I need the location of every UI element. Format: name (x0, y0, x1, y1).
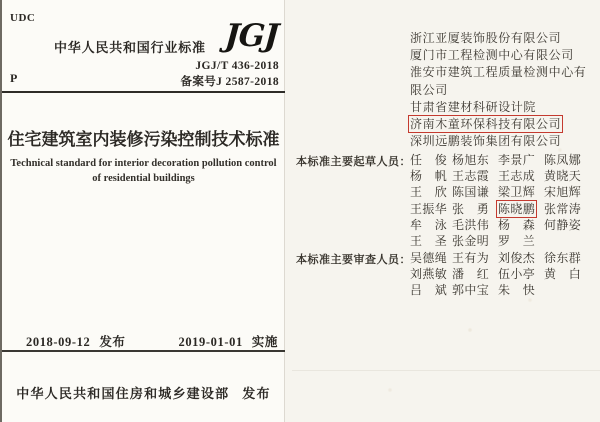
drafters-section-label: 本标准主要起草人员： (296, 156, 411, 168)
drafter-name: 王振华 (410, 201, 448, 216)
standard-number: JGJ/T 436-2018 (195, 60, 279, 72)
drafter-name: 杨旭东 (452, 152, 490, 167)
reviewer-name: 刘俊杰 (498, 250, 536, 265)
drafter-name: 宋旭辉 (544, 185, 582, 200)
reviewer-name: 朱 快 (498, 283, 536, 298)
issue-date-label: 发布 (99, 335, 126, 349)
reviewer-name: 吴德绳 (410, 250, 448, 265)
drafter-name: 何静姿 (544, 217, 582, 232)
p-classification-mark: P (10, 71, 18, 85)
issue-date-group (26, 332, 126, 350)
standard-title-english (2, 157, 285, 186)
drafters-names-grid (410, 151, 584, 249)
implementation-date: 2019-01-01 (178, 335, 243, 349)
drafter-name: 毛洪伟 (452, 217, 490, 232)
company-item-highlighted (410, 116, 596, 133)
implementation-date-group (178, 332, 278, 350)
drafter-name: 任 俊 (410, 152, 448, 167)
drafter-name: 梁卫辉 (498, 185, 536, 200)
publisher-suffix: 发布 (242, 386, 271, 401)
scan-artifact-line (292, 370, 600, 371)
reviewer-name: 潘 红 (452, 266, 490, 281)
standard-category-heading: 中华人民共和国行业标准 (54, 40, 206, 55)
drafter-name: 李景广 (498, 152, 536, 167)
publisher-name: 中华人民共和国住房和城乡建设部 (16, 386, 230, 401)
drafter-name: 张常涛 (544, 201, 582, 216)
company-item: 淮安市建筑工程质量检测中心有限公司 (410, 65, 587, 97)
drafter-name: 王 欣 (410, 185, 448, 200)
reviewer-name: 刘燕敏 (410, 266, 448, 281)
standard-title-english-line1: Technical standard for interior decoration pollution control (10, 158, 277, 169)
drafter-name: 牟 泳 (410, 217, 448, 232)
drafter-name: 张金明 (452, 234, 490, 249)
company-item: 深圳远鹏装饰集团有限公司 (410, 134, 562, 149)
header-divider-rule (2, 91, 285, 93)
jgj-logo: JGJ (223, 18, 280, 54)
footer-divider-rule (2, 350, 285, 352)
drafter-name: 杨 森 (498, 217, 536, 232)
drafter-name: 陈凤娜 (544, 152, 582, 167)
drafter-name: 杨 帆 (410, 168, 448, 183)
drafter-name: 王 圣 (410, 234, 448, 249)
publisher-line (2, 383, 285, 402)
drafter-name: 陈国谦 (452, 185, 490, 200)
drafter-name: 王志成 (498, 168, 536, 183)
standard-title-chinese: 住宅建筑室内装修污染控制技术标准 (7, 130, 280, 149)
participating-companies-list (410, 30, 596, 150)
record-number: 备案号J 2587-2018 (180, 76, 279, 88)
company-item: 甘肃省建材科研设计院 (410, 99, 537, 114)
reviewer-name: 伍小亭 (498, 266, 536, 281)
red-highlight-box: 陈晓鹏 (498, 201, 536, 216)
standard-cover-page (2, 0, 285, 422)
company-item: 浙江亚厦装饰股份有限公司 (410, 31, 562, 45)
company-item: 厦门市工程检测中心有限公司 (410, 48, 574, 63)
drafter-name: 罗 兰 (498, 234, 536, 249)
reviewers-section-label: 本标准主要审查人员： (296, 254, 411, 266)
standard-title-english-line2: of residential buildings (92, 172, 195, 184)
drafter-name: 张 勇 (452, 201, 490, 216)
drafter-name: 黄晓天 (544, 168, 582, 183)
udc-mark: UDC (10, 12, 36, 24)
reviewer-name: 王有为 (452, 250, 490, 265)
reviewer-name: 郭中宝 (452, 283, 490, 298)
drafter-name-highlighted (498, 200, 544, 217)
issue-date: 2018-09-12 (26, 335, 91, 349)
reviewer-name: 黄 白 (544, 266, 582, 281)
reviewers-names-grid (410, 249, 584, 298)
reviewer-name: 徐东群 (544, 250, 582, 265)
implementation-date-label: 实施 (251, 335, 278, 349)
red-highlight-box: 济南木童环保科技有限公司 (410, 117, 562, 132)
drafter-name: 王志霞 (452, 168, 490, 183)
reviewer-name: 吕 斌 (410, 283, 448, 298)
